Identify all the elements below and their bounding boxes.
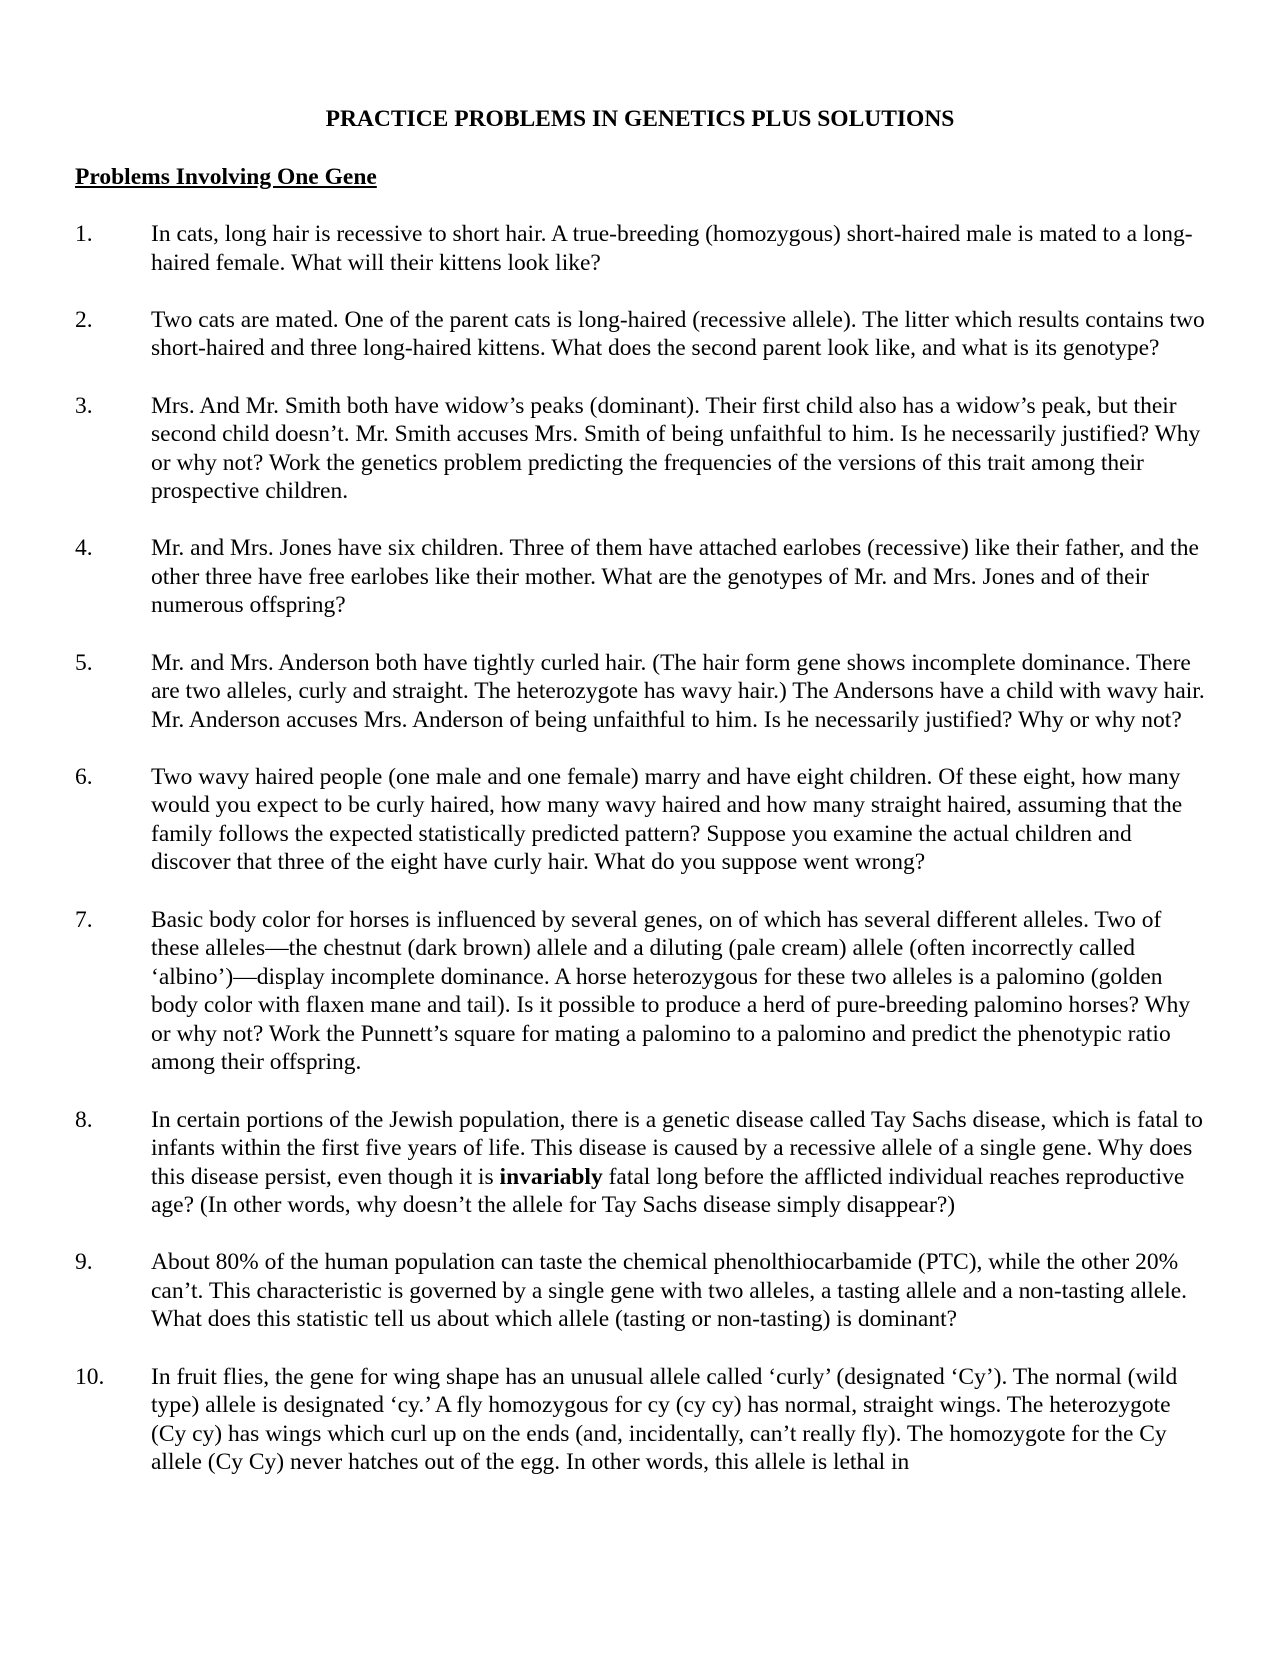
problem-item — [75, 1248, 1205, 1334]
problem-text-before: In certain portions of the Jewish population, there is a genetic disease called Tay Sachs disease, which is fatal to infants within the first five years of life. This disease is caused by a recessive allele of a single gene. Why does this disease persist, even though it is — [151, 1106, 1203, 1190]
problem-item — [75, 534, 1205, 620]
problem-list — [75, 220, 1205, 1505]
problem-number: 6. — [75, 763, 93, 790]
problem-number: 3. — [75, 392, 93, 419]
problem-item — [75, 906, 1205, 1077]
problem-text: In cats, long hair is recessive to short hair. A true-breeding (homozygous) short-haired male is mated to a long-haired female. What will their kittens look like? — [151, 221, 1193, 276]
problem-number: 5. — [75, 649, 93, 676]
problem-text — [151, 1106, 1205, 1220]
problem-text: Mrs. And Mr. Smith both have widow’s peaks (dominant). Their first child also has a widow’s peak, but their second child doesn’t. Mr. Smith accuses Mrs. Smith of being unfaithful to him. Is he necessarily justified? Why or why not? Work the genetics problem predicting the frequencies of the versions of this trait among their prospective children. — [151, 392, 1201, 505]
problem-text-emphasis: invariably — [499, 1163, 603, 1190]
problem-number: 4. — [75, 535, 93, 562]
problem-item — [75, 1363, 1205, 1477]
section-heading: Problems Involving One Gene — [75, 164, 377, 190]
problem-item — [75, 392, 1205, 506]
problem-text: Mr. and Mrs. Anderson both have tightly curled hair. (The hair form gene shows incomplete dominance. There are two alleles, curly and straight. The heterozygote has wavy hair.) The Andersons have a child with wavy hair. Mr. Anderson accuses Mrs. Anderson of being unfaithful to him. Is he necessarily justified? Why or why not? — [151, 649, 1205, 733]
problem-item — [75, 649, 1205, 735]
problem-number: 10. — [75, 1363, 105, 1390]
page-title: PRACTICE PROBLEMS IN GENETICS PLUS SOLUTIONS — [325, 106, 955, 132]
problem-item — [75, 220, 1205, 277]
problem-text: About 80% of the human population can taste the chemical phenolthiocarbamide (PTC), while the other 20% can’t. This characteristic is governed by a single gene with two alleles, a tasting allele and a non-tasting allele. What does this statistic tell us about which allele (tasting or non-tasting) is dominant? — [151, 1249, 1188, 1333]
problem-item — [75, 763, 1205, 877]
problem-text: Mr. and Mrs. Jones have six children. Three of them have attached earlobes (recessive) like their father, and the other three have free earlobes like their mother. What are the genotypes of Mr. and Mrs. Jones and of their numerous offspring? — [151, 535, 1199, 619]
problem-item — [75, 306, 1205, 363]
problem-number: 7. — [75, 906, 93, 933]
problem-text: In fruit flies, the gene for wing shape has an unusual allele called ‘curly’ (designated ‘Cy’). The normal (wild type) allele is designated ‘cy.’ A fly homozygous for cy (cy cy) has normal, straight wings. The heterozygote (Cy cy) has wings which curl up on the ends (and, incidentally, can’t really fly). The homozygote for the Cy allele (Cy Cy) never hatches out of the egg. In other words, this allele is lethal in — [151, 1363, 1178, 1476]
problem-number: 9. — [75, 1249, 93, 1276]
problem-item — [75, 1106, 1205, 1220]
problem-text-after: fatal long before the afflicted individual reaches reproductive age? (In other words, why doesn’t the allele for Tay Sachs disease simply disappear?) — [151, 1163, 1185, 1219]
problem-text: Basic body color for horses is influenced by several genes, on of which has several different alleles. Two of these alleles—the chestnut (dark brown) allele and a diluting (pale cream) allele (often incorrectly called ‘albino’)—display incomplete dominance. A horse heterozygous for these two alleles is a palomino (golden body color with flaxen mane and tail). Is it possible to produce a herd of pure-breeding palomino horses? Why or why not? Work the Punnett’s square for mating a palomino to a palomino and predict the phenotypic ratio among their offspring. — [151, 906, 1191, 1076]
problem-text: Two wavy haired people (one male and one female) marry and have eight children. Of these eight, how many would you expect to be curly haired, how many wavy haired and how many straight haired, assuming that the family follows the expected statistically predicted pattern? Suppose you examine the actual children and discover that three of the eight have curly hair. What do you suppose went wrong? — [151, 763, 1183, 876]
problem-number: 2. — [75, 306, 93, 333]
problem-number: 8. — [75, 1106, 93, 1133]
problem-number: 1. — [75, 221, 93, 247]
problem-text: Two cats are mated. One of the parent cats is long-haired (recessive allele). The litter which results contains two short-haired and three long-haired kittens. What does the second parent look like, and what is its genotype? — [151, 306, 1205, 362]
